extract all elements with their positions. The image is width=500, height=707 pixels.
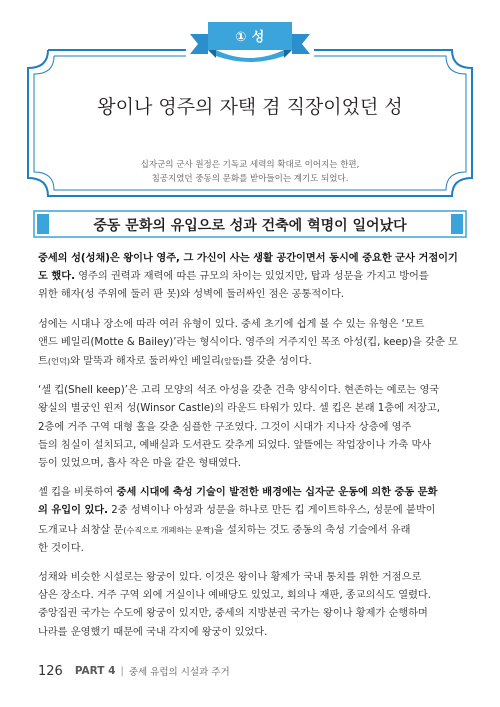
text-span: 셸 킵을 비롯하여 — [38, 487, 117, 499]
chapter-badge-label: ① 성 — [235, 30, 265, 45]
part-label: PART 4 — [74, 665, 116, 677]
text-line: 왕실의 별궁인 윈저 성(Winsor Castle)의 라운드 타워가 있다. 셀 킵은 본래 1층에 저장고, — [38, 403, 440, 415]
bold-text: 중세 시대에 축성 기술이 발전한 배경에는 십자군 운동에 의한 중동 문화 — [116, 487, 438, 499]
body-text — [38, 250, 462, 653]
text-line: ‘셀 킵(Shell keep)’은 고리 모양의 석조 아성을 갖춘 건축 양식이다. 현존하는 예로는 영국 — [38, 385, 440, 397]
paragraph — [38, 569, 462, 642]
text-span: 을 설치하는 것도 중동의 축성 기술에서 유래 — [213, 524, 411, 536]
intro-line: 침공지였던 중동의 문화를 받아들이는 계기도 되었다. — [151, 174, 349, 184]
chapter-title: 왕이나 영주의 자택 겸 직장이었던 성 — [97, 96, 403, 118]
annotation-text: (언덕) — [47, 356, 71, 367]
bold-text: 도 했다. — [38, 271, 75, 283]
text-line — [38, 352, 462, 371]
chapter-intro — [26, 158, 474, 186]
text-line: 나라를 운영했기 때문에 국내 각지에 왕궁이 있었다. — [38, 626, 268, 638]
paragraph — [38, 484, 462, 558]
part-title: 중세 유럽의 시설과 주거 — [128, 667, 230, 678]
intro-line: 십자군의 군사 원정은 기독교 세력의 확대로 이어지는 한편, — [140, 160, 360, 170]
text-span: 를 갖춘 성이다. — [243, 356, 312, 368]
paragraph — [38, 250, 462, 305]
text-line: 성에는 시대나 장소에 따라 여러 유형이 있다. 중세 초기에 쉽게 볼 수 있는 유형은 ‘모트 — [38, 318, 425, 330]
text-line — [38, 268, 462, 286]
text-line: 한 것이다. — [38, 542, 84, 554]
text-line: 중세의 성(성채)은 왕이나 영주, 그 가신이 사는 생활 공간이면서 동시에 중요한 군사 거점이기 — [38, 253, 458, 264]
text-line: 등이 있었으며, 흡사 작은 마을 같은 형태였다. — [38, 458, 242, 470]
text-line: 성채와 비슷한 시설로는 왕궁이 있다. 이것은 왕이나 황제가 국내 통치를 위한 거점으로 — [38, 572, 422, 584]
section-heading: 중동 문화의 유입으로 성과 건축에 혁명이 일어났다 — [93, 218, 407, 234]
page-number: 126 — [38, 663, 63, 679]
paragraph — [38, 382, 462, 473]
text-line: 위한 해자(성 주위에 둘러 판 못)와 성벽에 둘러싸인 점은 공통적이다. — [38, 289, 345, 301]
text-line: 앤드 베일리(Motte & Bailey)’라는 형식이다. 영주의 거주지인 목조 아성(킵, keep)을 갖춘 모 — [38, 336, 458, 348]
footer-separator: | — [120, 665, 124, 677]
text-span: 2중 성벽이나 아성과 성문을 하나로 만든 킵 게이트하우스, 성문에 붙박이 — [108, 505, 436, 517]
text-line — [38, 502, 462, 520]
text-span: 도개교나 쇠창살 문 — [38, 524, 124, 536]
bold-text: 의 유입이 있다. — [38, 505, 109, 517]
page-footer — [38, 662, 230, 680]
text-span: 와 말뚝과 해자로 둘러싸인 베일리 — [70, 356, 221, 368]
text-line — [38, 484, 462, 502]
text-line — [38, 521, 462, 540]
text-line: 들의 침실이 설치되고, 예배실과 도서관도 갖추게 되었다. 앞뜰에는 작업장이나 가축 막사 — [38, 439, 432, 451]
text-line: 중앙집권 국가는 수도에 왕궁이 있지만, 중세의 지방분권 국가는 왕이나 황제가 순행하며 — [38, 608, 428, 620]
text-span: 영주의 권력과 재력에 따른 규모의 차이는 있었지만, 탑과 성문을 가지고 방어를 — [74, 271, 429, 283]
text-span: 트 — [38, 356, 48, 368]
annotation-text: (앞뜰) — [220, 356, 244, 367]
annotation-text: (수직으로 개폐하는 문짝) — [123, 524, 214, 535]
paragraph — [38, 316, 462, 372]
text-line: 삼은 장소다. 거주 구역 외에 거실이나 예배당도 있었고, 회의나 재판, 종교의식도 열렸다. — [38, 590, 432, 602]
text-line: 2층에 거주 구역 대형 홀을 갖춘 심플한 구조였다. 그것이 시대가 지나자 상층에 영주 — [38, 421, 412, 433]
